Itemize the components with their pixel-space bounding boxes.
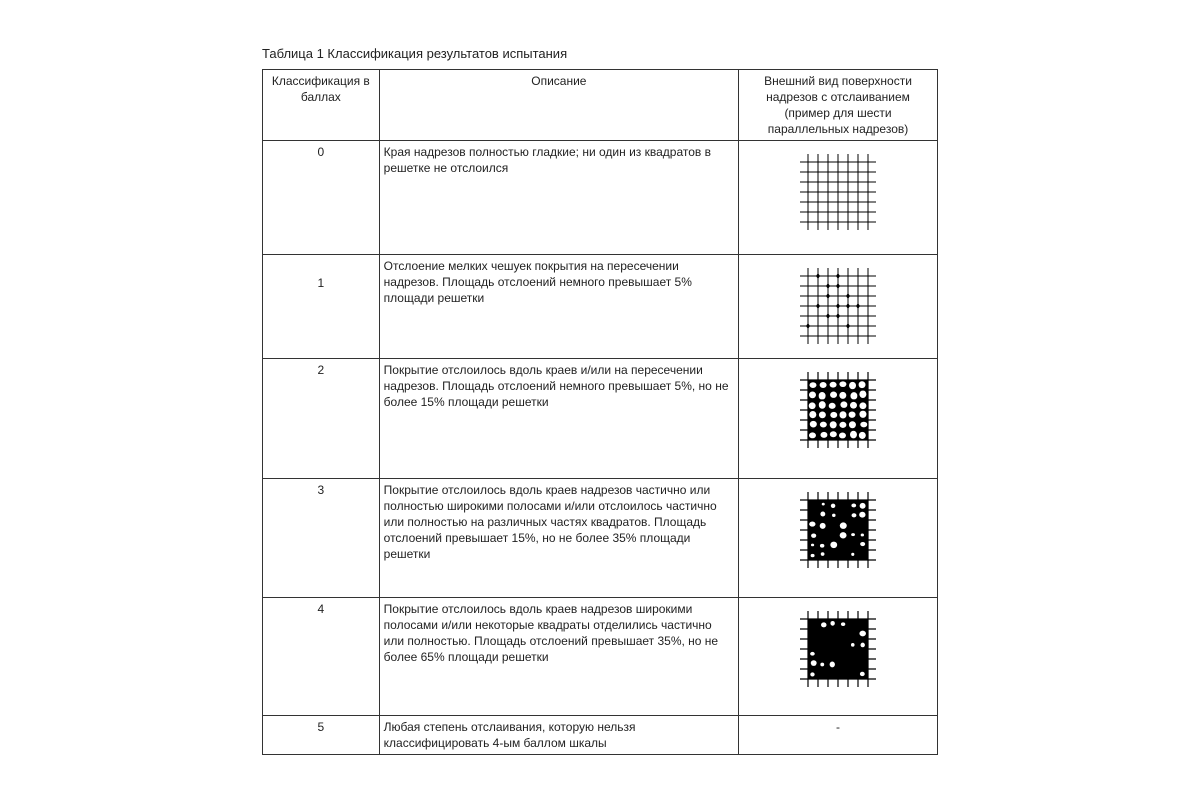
table-row <box>263 598 938 716</box>
row-description: Любая степень отслаивания, которую нельзя классифицировать 4-ым баллом шкалы <box>379 716 738 755</box>
row-description: Края надрезов полностью гладкие; ни один из квадратов в решетке не отслоился <box>379 141 738 255</box>
table-row <box>263 141 938 255</box>
table-row <box>263 255 938 359</box>
header-score: Классификация в баллах <box>263 70 380 141</box>
grid-heavy-icon <box>800 611 876 687</box>
row-appearance <box>739 141 938 255</box>
header-appearance: Внешний вид поверхности надрезов с отслаиванием (пример для шести параллельных надрезов) <box>739 70 938 141</box>
row-appearance <box>739 359 938 479</box>
table-caption: Таблица 1 Классификация результатов испытания <box>262 46 568 61</box>
row-score: 0 <box>263 141 380 255</box>
row-description: Покрытие отслоилось вдоль краев и/или на пересечении надрезов. Площадь отслоений немного превышает 5%, но не более 15% площади решетки <box>379 359 738 479</box>
row-score: 1 <box>263 255 380 359</box>
row-score: 3 <box>263 479 380 598</box>
row-appearance-dash: - <box>739 716 938 755</box>
table-row <box>263 359 938 479</box>
grid-partial-icon <box>800 492 876 568</box>
row-score: 2 <box>263 359 380 479</box>
row-appearance <box>739 479 938 598</box>
row-appearance <box>739 598 938 716</box>
table-row <box>263 479 938 598</box>
row-description: Покрытие отслоилось вдоль краев надрезов широкими полосами и/или некоторые квадраты отделились частично или полностью. Площадь отслоений превышает 35%, но не более 65% площади решетки <box>379 598 738 716</box>
row-description: Покрытие отслоилось вдоль краев надрезов частично или полностью широкими полосами и/или отслоилось частично или полностью на различных частях квадратов. Площадь отслоений превышает 15%, но не более 35% площади решетки <box>379 479 738 598</box>
header-description: Описание <box>379 70 738 141</box>
flakes <box>806 273 860 329</box>
table-row <box>263 716 938 755</box>
row-appearance <box>739 255 938 359</box>
table-header-row <box>263 70 938 141</box>
grid-clean-icon <box>800 154 876 230</box>
row-description: Отслоение мелких чешуек покрытия на пересечении надрезов. Площадь отслоений немного превышает 5% площади решетки <box>379 255 738 359</box>
grid-edges-icon <box>800 372 876 448</box>
cut-lines <box>800 154 876 230</box>
grid-flakes-icon <box>800 268 876 344</box>
row-score: 4 <box>263 598 380 716</box>
row-score: 5 <box>263 716 380 755</box>
classification-table <box>262 69 938 755</box>
